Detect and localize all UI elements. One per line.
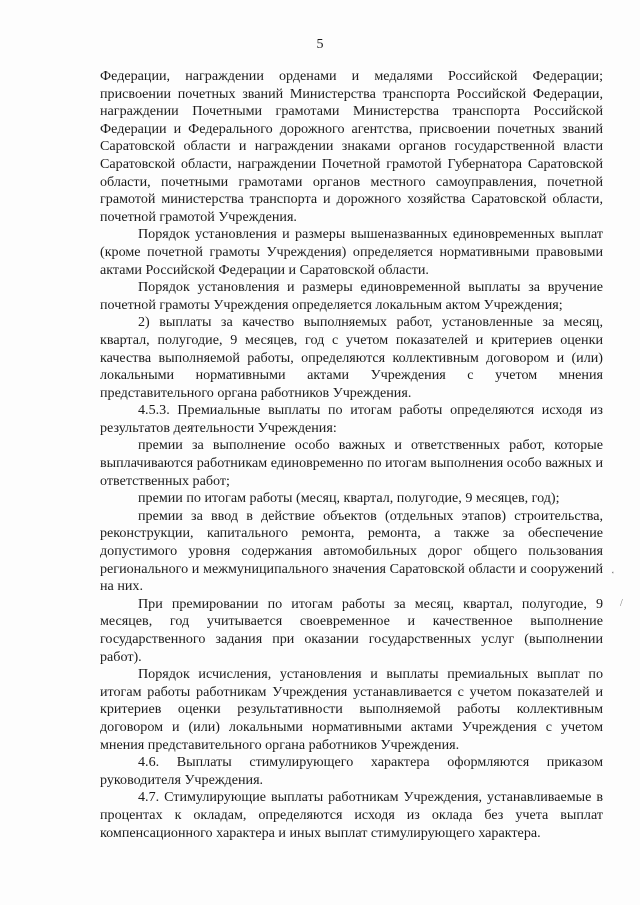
document-body (100, 68, 603, 842)
paragraph-bonus-commissioning: премии за ввод в действие объектов (отдельных этапов) строительства, реконструкции, капитального ремонта, ремонта, а также за обеспечение допустимого уровня содержания автомобильных дорог общего пользования регионального и межмуниципального значения Саратовской области и сооружений на них. (100, 507, 603, 595)
scan-artifact-mark: / (620, 598, 623, 609)
paragraph-4-5-3: 4.5.3. Премиальные выплаты по итогам работы определяются исходя из результатов деятельности Учреждения: (100, 402, 603, 436)
paragraph-lump-sum-order: Порядок установления и размеры вышеназванных единовременных выплат (кроме почетной грамоты Учреждения) определяется нормативными правовыми актами Российской Федерации и Саратовской области. (100, 226, 603, 278)
paragraph-4-6: 4.6. Выплаты стимулирующего характера оформляются приказом руководителя Учреждения. (100, 754, 603, 788)
page-number: 5 (316, 37, 324, 52)
paragraph-bonus-accounting: При премировании по итогам работы за месяц, квартал, полугодие, 9 месяцев, год учитывается своевременное и качественное выполнение государственного задания при оказании государственных услуг (выполнении работ). (100, 595, 603, 665)
paragraph-honorary-diploma-order: Порядок установления и размеры единовременной выплаты за вручение почетной грамоты Учреждения определяется локальным актом Учреждения; (100, 279, 603, 313)
paragraph-bonus-important-work: премии за выполнение особо важных и ответственных работ, которые выплачиваются работникам единовременно по итогам выполнения особо важных и ответственных работ; (100, 437, 603, 489)
paragraph-quality-payments: 2) выплаты за качество выполняемых работ, установленные за месяц, квартал, полугодие, 9 месяцев, год с учетом показателей и критериев оценки качества выполняемой работы, определяются коллективным договором и (или) локальными нормативными актами Учреждения с учетом мнения представительного органа работников Учреждения. (100, 314, 603, 401)
paragraph-bonus-calculation-order: Порядок исчисления, установления и выплаты премиальных выплат по итогам работы работникам Учреждения устанавливается с учетом показателей и критериев оценки результативности выполняемой работы коллективным договором и (или) локальными нормативными актами Учреждения с учетом мнения представительного органа работников Учреждения. (100, 666, 603, 753)
paragraph-4-7: 4.7. Стимулирующие выплаты работникам Учреждения, устанавливаемые в процентах к окладам, определяются исходя из оклада без учета выплат компенсационного характера и иных выплат стимулирующего характера. (100, 789, 603, 841)
paragraph-bonus-period-results: премии по итогам работы (месяц, квартал, полугодие, 9 месяцев, год); (138, 490, 560, 507)
paragraph-awards-list: Федерации, награждении орденами и медалями Российской Федерации; присвоении почетных званий Министерства транспорта Российской Федерации, награждении Почетными грамотами Министерства транспорта Российской Федерации и Федерального дорожного агентства, присвоении почетных званий Саратовской области и награждении знаками органов государственной власти Саратовской области, награждении Почетной грамотой Губернатора Саратовской области, почетными грамотами органов местного самоуправления, почетной грамотой министерства транспорта и дорожного хозяйства Саратовской области, почетной грамотой Учреждения. (100, 68, 603, 225)
scan-artifact-mark: ⸼ (612, 563, 615, 574)
